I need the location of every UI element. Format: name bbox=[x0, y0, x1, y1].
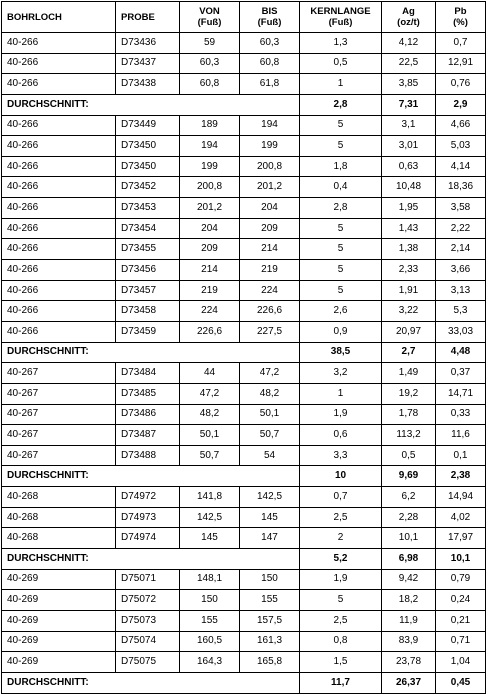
table-row bbox=[2, 321, 486, 342]
bohrloch-cell: 40-266 bbox=[2, 53, 116, 74]
bis-cell: 224 bbox=[240, 280, 300, 301]
pb-cell: 2,22 bbox=[436, 218, 486, 239]
von-cell: 47,2 bbox=[180, 383, 240, 404]
bohrloch-cell: 40-266 bbox=[2, 198, 116, 219]
von-cell: 50,1 bbox=[180, 425, 240, 446]
table-row bbox=[2, 445, 486, 466]
bis-cell: 165,8 bbox=[240, 652, 300, 673]
bis-cell: 161,3 bbox=[240, 631, 300, 652]
kernlange-cell: 1,9 bbox=[300, 404, 382, 425]
kernlange-cell: 5 bbox=[300, 239, 382, 260]
average-label: DURCHSCHNITT: bbox=[2, 342, 300, 363]
ag-cell: 83,9 bbox=[382, 631, 436, 652]
header-unit: (oz/t) bbox=[397, 17, 420, 28]
von-cell: 214 bbox=[180, 260, 240, 281]
average-row bbox=[2, 672, 486, 693]
kernlange-cell: 2,5 bbox=[300, 610, 382, 631]
header-ag bbox=[382, 2, 436, 33]
average-ag: 7,31 bbox=[382, 94, 436, 115]
ag-cell: 23,78 bbox=[382, 652, 436, 673]
ag-cell: 0,5 bbox=[382, 445, 436, 466]
average-ag: 9,69 bbox=[382, 466, 436, 487]
von-cell: 219 bbox=[180, 280, 240, 301]
header-label: PROBE bbox=[121, 11, 155, 23]
table-row bbox=[2, 383, 486, 404]
von-cell: 50,7 bbox=[180, 445, 240, 466]
von-cell: 189 bbox=[180, 115, 240, 136]
probe-cell: D73487 bbox=[116, 425, 180, 446]
header-unit: (Fuß) bbox=[257, 17, 282, 28]
pb-cell: 17,97 bbox=[436, 528, 486, 549]
kernlange-cell: 5 bbox=[300, 260, 382, 281]
probe-cell: D73457 bbox=[116, 280, 180, 301]
ag-cell: 113,2 bbox=[382, 425, 436, 446]
average-ag: 6,98 bbox=[382, 549, 436, 570]
kernlange-cell: 5 bbox=[300, 218, 382, 239]
kernlange-cell: 5 bbox=[300, 115, 382, 136]
header-label: Ag bbox=[402, 6, 415, 17]
probe-cell: D73455 bbox=[116, 239, 180, 260]
bis-cell: 142,5 bbox=[240, 487, 300, 508]
von-cell: 142,5 bbox=[180, 507, 240, 528]
kernlange-cell: 0,8 bbox=[300, 631, 382, 652]
header-bis bbox=[240, 2, 300, 33]
pb-cell: 11,6 bbox=[436, 425, 486, 446]
header-unit: (%) bbox=[453, 17, 468, 28]
average-ag: 26,37 bbox=[382, 672, 436, 693]
kernlange-cell: 2,5 bbox=[300, 507, 382, 528]
header-pb bbox=[436, 2, 486, 33]
bohrloch-cell: 40-269 bbox=[2, 631, 116, 652]
probe-cell: D73450 bbox=[116, 136, 180, 157]
ag-cell: 19,2 bbox=[382, 383, 436, 404]
kernlange-cell: 2,8 bbox=[300, 198, 382, 219]
bohrloch-cell: 40-266 bbox=[2, 156, 116, 177]
probe-cell: D75072 bbox=[116, 590, 180, 611]
table-row bbox=[2, 177, 486, 198]
average-kernlange: 11,7 bbox=[300, 672, 382, 693]
ag-cell: 1,78 bbox=[382, 404, 436, 425]
kernlange-cell: 1,9 bbox=[300, 569, 382, 590]
pb-cell: 0,1 bbox=[436, 445, 486, 466]
bohrloch-cell: 40-269 bbox=[2, 652, 116, 673]
kernlange-cell: 3,2 bbox=[300, 363, 382, 384]
von-cell: 60,3 bbox=[180, 53, 240, 74]
bis-cell: 201,2 bbox=[240, 177, 300, 198]
bis-cell: 47,2 bbox=[240, 363, 300, 384]
table-body bbox=[2, 33, 486, 694]
pb-cell: 12,91 bbox=[436, 53, 486, 74]
kernlange-cell: 1,8 bbox=[300, 156, 382, 177]
header-unit: (Fuß) bbox=[328, 17, 353, 28]
ag-cell: 3,22 bbox=[382, 301, 436, 322]
pb-cell: 5,3 bbox=[436, 301, 486, 322]
bohrloch-cell: 40-266 bbox=[2, 321, 116, 342]
average-kernlange: 2,8 bbox=[300, 94, 382, 115]
ag-cell: 6,2 bbox=[382, 487, 436, 508]
probe-cell: D73458 bbox=[116, 301, 180, 322]
bohrloch-cell: 40-267 bbox=[2, 425, 116, 446]
average-kernlange: 38,5 bbox=[300, 342, 382, 363]
bohrloch-cell: 40-267 bbox=[2, 445, 116, 466]
ag-cell: 10,1 bbox=[382, 528, 436, 549]
pb-cell: 0,37 bbox=[436, 363, 486, 384]
bis-cell: 155 bbox=[240, 590, 300, 611]
bohrloch-cell: 40-268 bbox=[2, 528, 116, 549]
average-ag: 2,7 bbox=[382, 342, 436, 363]
bohrloch-cell: 40-266 bbox=[2, 260, 116, 281]
header-kernlange bbox=[300, 2, 382, 33]
bis-cell: 145 bbox=[240, 507, 300, 528]
pb-cell: 5,03 bbox=[436, 136, 486, 157]
probe-cell: D74974 bbox=[116, 528, 180, 549]
probe-cell: D75075 bbox=[116, 652, 180, 673]
table-row bbox=[2, 569, 486, 590]
probe-cell: D73436 bbox=[116, 33, 180, 54]
table-row bbox=[2, 507, 486, 528]
pb-cell: 0,71 bbox=[436, 631, 486, 652]
bis-cell: 50,7 bbox=[240, 425, 300, 446]
bis-cell: 209 bbox=[240, 218, 300, 239]
bis-cell: 48,2 bbox=[240, 383, 300, 404]
ag-cell: 1,38 bbox=[382, 239, 436, 260]
von-cell: 145 bbox=[180, 528, 240, 549]
table-row bbox=[2, 404, 486, 425]
kernlange-cell: 2,6 bbox=[300, 301, 382, 322]
bohrloch-cell: 40-266 bbox=[2, 301, 116, 322]
header-label: KERNLANGE bbox=[310, 6, 371, 17]
kernlange-cell: 1,3 bbox=[300, 33, 382, 54]
pb-cell: 0,21 bbox=[436, 610, 486, 631]
kernlange-cell: 0,9 bbox=[300, 321, 382, 342]
header-label: BIS bbox=[261, 6, 278, 17]
kernlange-cell: 2 bbox=[300, 528, 382, 549]
bohrloch-cell: 40-266 bbox=[2, 218, 116, 239]
ag-cell: 2,28 bbox=[382, 507, 436, 528]
average-pb: 2,9 bbox=[436, 94, 486, 115]
header-label: Pb bbox=[454, 6, 467, 17]
von-cell: 204 bbox=[180, 218, 240, 239]
kernlange-cell: 5 bbox=[300, 590, 382, 611]
ag-cell: 1,43 bbox=[382, 218, 436, 239]
table-row bbox=[2, 301, 486, 322]
ag-cell: 3,1 bbox=[382, 115, 436, 136]
table-row bbox=[2, 74, 486, 95]
kernlange-cell: 5 bbox=[300, 280, 382, 301]
bohrloch-cell: 40-266 bbox=[2, 74, 116, 95]
ag-cell: 18,2 bbox=[382, 590, 436, 611]
bis-cell: 157,5 bbox=[240, 610, 300, 631]
bohrloch-cell: 40-267 bbox=[2, 404, 116, 425]
kernlange-cell: 1,5 bbox=[300, 652, 382, 673]
header-von bbox=[180, 2, 240, 33]
table-row bbox=[2, 363, 486, 384]
ag-cell: 9,42 bbox=[382, 569, 436, 590]
von-cell: 199 bbox=[180, 156, 240, 177]
bis-cell: 204 bbox=[240, 198, 300, 219]
ag-cell: 3,01 bbox=[382, 136, 436, 157]
table-row bbox=[2, 590, 486, 611]
bohrloch-cell: 40-269 bbox=[2, 590, 116, 611]
kernlange-cell: 1 bbox=[300, 383, 382, 404]
bohrloch-cell: 40-266 bbox=[2, 177, 116, 198]
assay-results-table bbox=[1, 1, 486, 694]
bis-cell: 54 bbox=[240, 445, 300, 466]
average-label: DURCHSCHNITT: bbox=[2, 466, 300, 487]
pb-cell: 14,94 bbox=[436, 487, 486, 508]
bis-cell: 61,8 bbox=[240, 74, 300, 95]
von-cell: 226,6 bbox=[180, 321, 240, 342]
pb-cell: 4,14 bbox=[436, 156, 486, 177]
von-cell: 194 bbox=[180, 136, 240, 157]
table-row bbox=[2, 218, 486, 239]
probe-cell: D73484 bbox=[116, 363, 180, 384]
table-row bbox=[2, 33, 486, 54]
pb-cell: 1,04 bbox=[436, 652, 486, 673]
header-label: VON bbox=[199, 6, 220, 17]
table-row bbox=[2, 198, 486, 219]
kernlange-cell: 3,3 bbox=[300, 445, 382, 466]
ag-cell: 1,49 bbox=[382, 363, 436, 384]
average-pb: 10,1 bbox=[436, 549, 486, 570]
pb-cell: 0,33 bbox=[436, 404, 486, 425]
probe-cell: D73486 bbox=[116, 404, 180, 425]
bis-cell: 199 bbox=[240, 136, 300, 157]
ag-cell: 20,97 bbox=[382, 321, 436, 342]
von-cell: 155 bbox=[180, 610, 240, 631]
bohrloch-cell: 40-266 bbox=[2, 115, 116, 136]
von-cell: 164,3 bbox=[180, 652, 240, 673]
von-cell: 48,2 bbox=[180, 404, 240, 425]
probe-cell: D73437 bbox=[116, 53, 180, 74]
bis-cell: 60,3 bbox=[240, 33, 300, 54]
table-row bbox=[2, 156, 486, 177]
pb-cell: 0,7 bbox=[436, 33, 486, 54]
pb-cell: 18,36 bbox=[436, 177, 486, 198]
kernlange-cell: 1 bbox=[300, 74, 382, 95]
pb-cell: 14,71 bbox=[436, 383, 486, 404]
probe-cell: D73454 bbox=[116, 218, 180, 239]
probe-cell: D74972 bbox=[116, 487, 180, 508]
von-cell: 60,8 bbox=[180, 74, 240, 95]
ag-cell: 11,9 bbox=[382, 610, 436, 631]
probe-cell: D75073 bbox=[116, 610, 180, 631]
probe-cell: D73452 bbox=[116, 177, 180, 198]
table-row bbox=[2, 115, 486, 136]
ag-cell: 0,63 bbox=[382, 156, 436, 177]
kernlange-cell: 0,6 bbox=[300, 425, 382, 446]
bohrloch-cell: 40-267 bbox=[2, 363, 116, 384]
ag-cell: 22,5 bbox=[382, 53, 436, 74]
probe-cell: D73488 bbox=[116, 445, 180, 466]
bis-cell: 150 bbox=[240, 569, 300, 590]
table-row bbox=[2, 425, 486, 446]
kernlange-cell: 0,4 bbox=[300, 177, 382, 198]
probe-cell: D73449 bbox=[116, 115, 180, 136]
bohrloch-cell: 40-266 bbox=[2, 33, 116, 54]
probe-cell: D73459 bbox=[116, 321, 180, 342]
average-kernlange: 10 bbox=[300, 466, 382, 487]
average-pb: 4,48 bbox=[436, 342, 486, 363]
bohrloch-cell: 40-269 bbox=[2, 569, 116, 590]
kernlange-cell: 0,5 bbox=[300, 53, 382, 74]
table-row bbox=[2, 239, 486, 260]
average-row bbox=[2, 94, 486, 115]
pb-cell: 3,13 bbox=[436, 280, 486, 301]
probe-cell: D74973 bbox=[116, 507, 180, 528]
pb-cell: 33,03 bbox=[436, 321, 486, 342]
bohrloch-cell: 40-269 bbox=[2, 610, 116, 631]
table-row bbox=[2, 280, 486, 301]
ag-cell: 3,85 bbox=[382, 74, 436, 95]
header-unit: (Fuß) bbox=[197, 17, 222, 28]
average-row bbox=[2, 342, 486, 363]
ag-cell: 1,95 bbox=[382, 198, 436, 219]
average-row bbox=[2, 549, 486, 570]
header-label: BOHRLOCH bbox=[7, 11, 62, 23]
bis-cell: 226,6 bbox=[240, 301, 300, 322]
von-cell: 224 bbox=[180, 301, 240, 322]
ag-cell: 10,48 bbox=[382, 177, 436, 198]
pb-cell: 0,76 bbox=[436, 74, 486, 95]
von-cell: 201,2 bbox=[180, 198, 240, 219]
ag-cell: 2,33 bbox=[382, 260, 436, 281]
von-cell: 141,8 bbox=[180, 487, 240, 508]
pb-cell: 3,58 bbox=[436, 198, 486, 219]
pb-cell: 0,24 bbox=[436, 590, 486, 611]
average-label: DURCHSCHNITT: bbox=[2, 94, 300, 115]
bohrloch-cell: 40-267 bbox=[2, 383, 116, 404]
pb-cell: 0,79 bbox=[436, 569, 486, 590]
kernlange-cell: 5 bbox=[300, 136, 382, 157]
bohrloch-cell: 40-268 bbox=[2, 507, 116, 528]
von-cell: 150 bbox=[180, 590, 240, 611]
probe-cell: D73438 bbox=[116, 74, 180, 95]
kernlange-cell: 0,7 bbox=[300, 487, 382, 508]
table-row bbox=[2, 136, 486, 157]
average-row bbox=[2, 466, 486, 487]
average-kernlange: 5,2 bbox=[300, 549, 382, 570]
average-pb: 2,38 bbox=[436, 466, 486, 487]
table-row bbox=[2, 652, 486, 673]
table-row bbox=[2, 487, 486, 508]
probe-cell: D75074 bbox=[116, 631, 180, 652]
average-label: DURCHSCHNITT: bbox=[2, 672, 300, 693]
bohrloch-cell: 40-268 bbox=[2, 487, 116, 508]
header-bohrloch bbox=[2, 2, 116, 33]
von-cell: 209 bbox=[180, 239, 240, 260]
average-pb: 0,45 bbox=[436, 672, 486, 693]
average-label: DURCHSCHNITT: bbox=[2, 549, 300, 570]
ag-cell: 4,12 bbox=[382, 33, 436, 54]
ag-cell: 1,91 bbox=[382, 280, 436, 301]
bis-cell: 214 bbox=[240, 239, 300, 260]
von-cell: 200,8 bbox=[180, 177, 240, 198]
header-row bbox=[2, 2, 486, 33]
bis-cell: 227,5 bbox=[240, 321, 300, 342]
probe-cell: D73456 bbox=[116, 260, 180, 281]
probe-cell: D73485 bbox=[116, 383, 180, 404]
bohrloch-cell: 40-266 bbox=[2, 280, 116, 301]
table-row bbox=[2, 260, 486, 281]
table-row bbox=[2, 610, 486, 631]
von-cell: 44 bbox=[180, 363, 240, 384]
pb-cell: 3,66 bbox=[436, 260, 486, 281]
bis-cell: 194 bbox=[240, 115, 300, 136]
pb-cell: 2,14 bbox=[436, 239, 486, 260]
table-row bbox=[2, 528, 486, 549]
von-cell: 160,5 bbox=[180, 631, 240, 652]
table-row bbox=[2, 53, 486, 74]
bohrloch-cell: 40-266 bbox=[2, 239, 116, 260]
bis-cell: 60,8 bbox=[240, 53, 300, 74]
probe-cell: D75071 bbox=[116, 569, 180, 590]
pb-cell: 4,66 bbox=[436, 115, 486, 136]
von-cell: 148,1 bbox=[180, 569, 240, 590]
bis-cell: 147 bbox=[240, 528, 300, 549]
bis-cell: 200,8 bbox=[240, 156, 300, 177]
probe-cell: D73450 bbox=[116, 156, 180, 177]
pb-cell: 4,02 bbox=[436, 507, 486, 528]
bis-cell: 50,1 bbox=[240, 404, 300, 425]
probe-cell: D73453 bbox=[116, 198, 180, 219]
header-probe bbox=[116, 2, 180, 33]
table-row bbox=[2, 631, 486, 652]
von-cell: 59 bbox=[180, 33, 240, 54]
table-header bbox=[2, 2, 486, 33]
bis-cell: 219 bbox=[240, 260, 300, 281]
bohrloch-cell: 40-266 bbox=[2, 136, 116, 157]
